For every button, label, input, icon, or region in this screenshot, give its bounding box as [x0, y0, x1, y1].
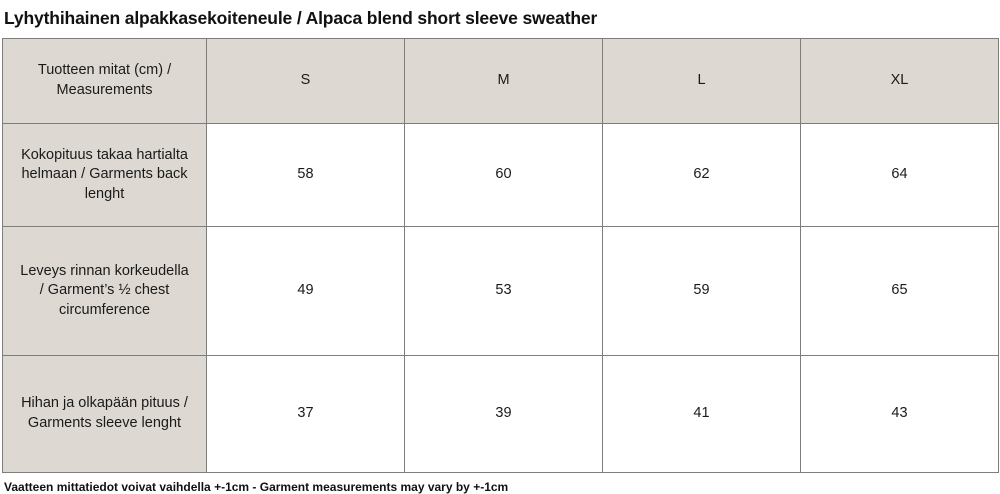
cell-chest-m: 53: [405, 227, 603, 356]
table-row: [3, 227, 999, 356]
cell-sleeve-xl: 43: [801, 356, 999, 473]
cell-chest-s: 49: [207, 227, 405, 356]
column-header-l: L: [603, 39, 801, 124]
table-row: [3, 124, 999, 227]
cell-back-length-xl: 64: [801, 124, 999, 227]
row-label-sleeve-length: Hihan ja olkapään pituus / Garments sleeve lenght: [3, 356, 207, 473]
cell-chest-xl: 65: [801, 227, 999, 356]
table-header: [3, 39, 999, 124]
cell-sleeve-m: 39: [405, 356, 603, 473]
measurement-disclaimer: Vaatteen mittatiedot voivat vaihdella +-1cm - Garment measurements may vary by +-1cm: [4, 480, 509, 494]
column-header-m: M: [405, 39, 603, 124]
table-header-row: [3, 39, 999, 124]
page-title: Lyhythihainen alpakkasekoiteneule / Alpaca blend short sleeve sweather: [4, 8, 598, 28]
table-body: [3, 124, 999, 473]
row-label-back-length: Kokopituus takaa hartialta helmaan / Garments back lenght: [3, 124, 207, 227]
cell-sleeve-s: 37: [207, 356, 405, 473]
cell-back-length-m: 60: [405, 124, 603, 227]
cell-sleeve-l: 41: [603, 356, 801, 473]
row-label-chest-circumference: Leveys rinnan korkeudella / Garment’s ½ chest circumference: [3, 227, 207, 356]
cell-back-length-s: 58: [207, 124, 405, 227]
cell-back-length-l: 62: [603, 124, 801, 227]
table-row: [3, 356, 999, 473]
cell-chest-l: 59: [603, 227, 801, 356]
column-header-s: S: [207, 39, 405, 124]
column-header-xl: XL: [801, 39, 999, 124]
measurements-table: [2, 38, 999, 473]
column-header-measurements: Tuotteen mitat (cm) / Measurements: [3, 39, 207, 124]
